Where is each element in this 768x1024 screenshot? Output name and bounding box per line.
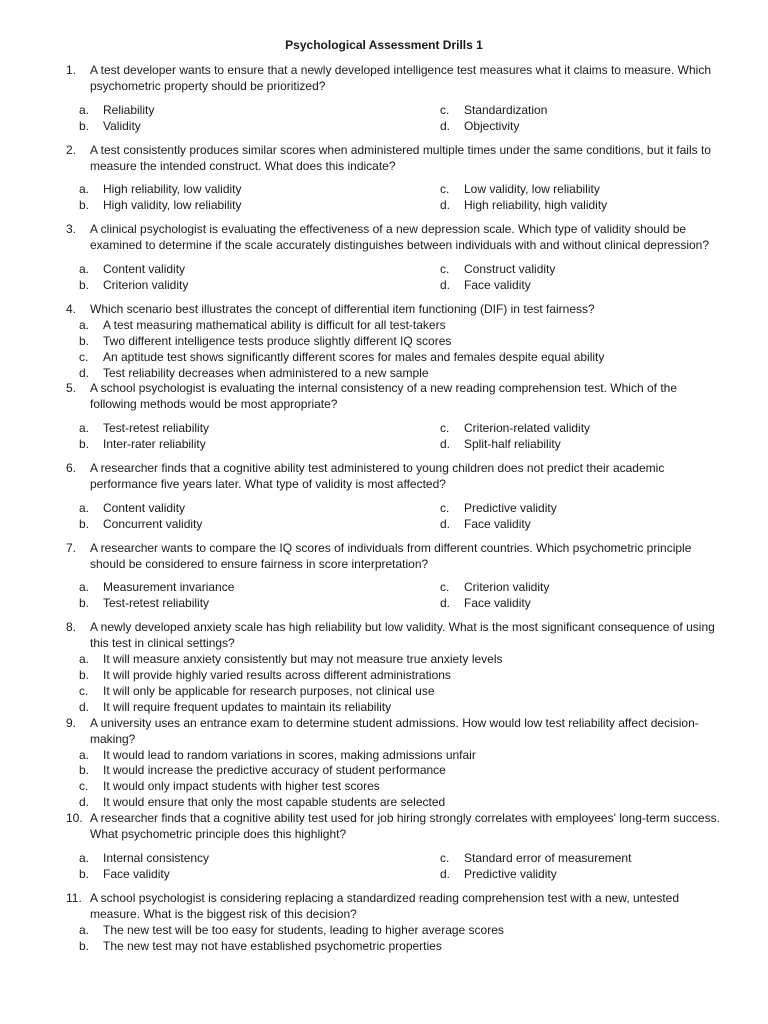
question-item [0, 716, 768, 811]
answer-option [79, 366, 768, 382]
answer-options [79, 923, 768, 955]
option-text: Test reliability decreases when administered to a new sample [103, 365, 429, 380]
question-item [0, 222, 768, 294]
answer-options [79, 318, 768, 382]
option-letter: c. [440, 182, 450, 197]
option-text: Face validity [464, 516, 531, 531]
option-letter: c. [440, 580, 450, 595]
option-letter: d. [440, 277, 451, 292]
option-letter: b. [79, 763, 90, 778]
option-letter: b. [79, 596, 90, 611]
option-letter: a. [79, 922, 90, 937]
answer-option [440, 119, 740, 135]
question-number: 2. [66, 142, 77, 157]
answer-option [440, 596, 740, 612]
option-letter: b. [79, 866, 90, 881]
answer-options [79, 103, 768, 135]
option-letter: b. [79, 938, 90, 953]
question-item [0, 381, 768, 453]
question-text: A researcher finds that a cognitive ability test used for job hiring strongly correlates with employees' long-term success. What psychometric principle does this highlight? [90, 811, 720, 842]
answer-option [79, 334, 768, 350]
answer-option [79, 119, 440, 135]
answer-options [79, 421, 768, 453]
option-text: Measurement invariance [103, 580, 235, 595]
option-letter: c. [440, 500, 450, 515]
option-letter: d. [79, 795, 90, 810]
option-text: Criterion validity [103, 277, 189, 292]
answer-option [79, 278, 440, 294]
answer-option [440, 198, 740, 214]
answer-option [79, 867, 440, 883]
option-letter: b. [79, 668, 90, 682]
option-text: It would only impact students with higher test scores [103, 779, 380, 794]
option-text: Reliability [103, 102, 155, 117]
answer-option [79, 923, 768, 939]
question-text: Which scenario best illustrates the concept of differential item functioning (DIF) in test fairness? [90, 301, 595, 316]
answer-option [79, 668, 768, 684]
question-list [0, 63, 768, 954]
option-text: Predictive validity [464, 866, 557, 881]
option-text: It would lead to random variations in scores, making admissions unfair [103, 747, 476, 762]
question-number: 8. [66, 620, 77, 635]
question-number: 4. [66, 301, 77, 316]
question-text: A researcher wants to compare the IQ scores of individuals from different countries. Which psychometric principle should be considered to ensure fairness in score interpretation? [90, 540, 692, 571]
question-number: 1. [66, 63, 77, 77]
answer-option [79, 779, 768, 795]
option-text: Construct validity [464, 262, 556, 277]
option-text: Validity [103, 118, 141, 133]
option-letter: a. [79, 262, 90, 277]
option-text: It would increase the predictive accuracy of student performance [103, 763, 446, 778]
answer-option [440, 580, 740, 596]
option-text: It would ensure that only the most capable students are selected [103, 795, 446, 810]
question-number: 7. [66, 540, 77, 555]
option-letter: c. [440, 102, 450, 117]
answer-option [440, 867, 740, 883]
option-letter: d. [440, 437, 451, 452]
question-number: 10. [66, 811, 83, 826]
answer-option [79, 795, 768, 811]
answer-options [79, 652, 768, 716]
option-letter: d. [440, 198, 451, 213]
option-text: The new test may not have established psychometric properties [103, 938, 442, 953]
answer-option [79, 182, 440, 198]
option-text: An aptitude test shows significantly different scores for males and females despite equal ability [103, 349, 605, 364]
option-text: Internal consistency [103, 850, 210, 865]
answer-option [440, 262, 740, 278]
question-text: A school psychologist is considering replacing a standardized reading comprehension test with a new, untested measure. What is the biggest risk of this decision? [90, 890, 680, 921]
option-letter: d. [79, 699, 90, 714]
option-text: Criterion validity [464, 580, 550, 595]
answer-option [79, 748, 768, 764]
option-letter: c. [79, 349, 89, 364]
option-letter: d. [440, 118, 451, 133]
option-letter: b. [79, 118, 90, 133]
option-letter: b. [79, 437, 90, 452]
option-text: Predictive validity [464, 500, 557, 515]
option-text: Content validity [103, 500, 186, 515]
option-letter: b. [79, 516, 90, 531]
answer-option [79, 851, 440, 867]
answer-option [79, 700, 768, 716]
option-letter: a. [79, 421, 90, 436]
option-text: Standardization [464, 102, 548, 117]
option-letter: a. [79, 580, 90, 595]
question-item [0, 302, 768, 382]
question-text: A test developer wants to ensure that a newly developed intelligence test measures what it claims to measure. Which psychometric property should be prioritized? [90, 63, 711, 93]
question-number: 3. [66, 222, 77, 237]
option-text: Inter-rater reliability [103, 437, 206, 452]
option-letter: a. [79, 850, 90, 865]
answer-option [79, 318, 768, 334]
option-letter: d. [79, 365, 90, 380]
answer-option [440, 501, 740, 517]
option-text: Criterion-related validity [464, 421, 591, 436]
answer-option [440, 851, 740, 867]
question-item [0, 143, 768, 215]
question-text: A school psychologist is evaluating the internal consistency of a new reading comprehension test. Which of the following methods would be most appropriate? [90, 381, 677, 412]
option-text: It will measure anxiety consistently but may not measure true anxiety levels [103, 652, 503, 667]
answer-option [79, 517, 440, 533]
question-number: 11. [66, 890, 82, 905]
answer-option [79, 421, 440, 437]
option-text: Face validity [464, 277, 531, 292]
question-text: A test consistently produces similar scores when administered multiple times under the same conditions, but it fails to measure the intended construct. What does this indicate? [90, 142, 711, 173]
answer-options [79, 748, 768, 812]
answer-option [440, 182, 740, 198]
question-item [0, 541, 768, 613]
answer-option [79, 262, 440, 278]
answer-option [79, 596, 440, 612]
option-letter: b. [79, 333, 90, 348]
option-letter: d. [440, 516, 451, 531]
option-letter: b. [79, 277, 90, 292]
option-letter: a. [79, 102, 90, 117]
option-letter: b. [79, 198, 90, 213]
question-number: 9. [66, 715, 77, 730]
option-text: High reliability, high validity [464, 198, 608, 213]
question-text: A newly developed anxiety scale has high reliability but low validity. What is the most significant consequence of using this test in clinical settings? [90, 620, 715, 651]
option-text: Low validity, low reliability [464, 182, 600, 197]
option-text: Two different intelligence tests produce slightly different IQ scores [103, 333, 452, 348]
answer-option [79, 684, 768, 700]
answer-options [79, 501, 768, 533]
answer-option [79, 580, 440, 596]
question-text: A clinical psychologist is evaluating the effectiveness of a new depression scale. Which type of validity should be examined to determine if the scale accurately distinguishes between individuals with and without clinical depression? [90, 222, 710, 253]
option-text: Concurrent validity [103, 516, 203, 531]
question-text: A researcher finds that a cognitive ability test administered to young children does not predict their academic performance five years later. What type of validity is most affected? [90, 461, 665, 491]
question-item [0, 891, 768, 955]
option-text: It will only be applicable for research purposes, not clinical use [103, 683, 435, 698]
option-text: Test-retest reliability [103, 421, 210, 436]
answer-option [440, 421, 740, 437]
answer-option [440, 517, 740, 533]
option-text: Content validity [103, 262, 186, 277]
question-number: 5. [66, 381, 77, 396]
option-text: Face validity [103, 866, 170, 881]
option-text: Split-half reliability [464, 437, 561, 452]
option-letter: c. [79, 779, 89, 794]
question-item [0, 63, 768, 135]
option-text: Objectivity [464, 118, 520, 133]
question-item [0, 620, 768, 715]
option-letter: a. [79, 652, 90, 667]
document-title: Psychological Assessment Drills 1 [285, 38, 483, 52]
answer-option [79, 501, 440, 517]
answer-option [79, 103, 440, 119]
option-text: Face validity [464, 596, 531, 611]
option-letter: c. [440, 850, 450, 865]
option-letter: c. [440, 262, 450, 277]
answer-option [440, 437, 740, 453]
option-letter: a. [79, 500, 90, 515]
answer-option [440, 103, 740, 119]
option-text: Standard error of measurement [464, 850, 632, 865]
option-letter: d. [440, 596, 451, 611]
option-letter: a. [79, 317, 90, 332]
option-letter: a. [79, 747, 90, 762]
answer-option [79, 939, 768, 955]
question-text: A university uses an entrance exam to determine student admissions. How would low test reliability affect decision-making? [90, 715, 699, 746]
option-text: It will require frequent updates to maintain its reliability [103, 699, 392, 714]
answer-option [440, 278, 740, 294]
question-number: 6. [66, 461, 77, 476]
answer-option [79, 763, 768, 779]
answer-options [79, 182, 768, 214]
option-text: The new test will be too easy for students, leading to higher average scores [103, 922, 504, 937]
option-text: Test-retest reliability [103, 596, 210, 611]
answer-options [79, 580, 768, 612]
option-letter: c. [79, 683, 89, 698]
answer-option [79, 437, 440, 453]
option-text: High validity, low reliability [103, 198, 242, 213]
question-item [0, 811, 768, 883]
option-text: A test measuring mathematical ability is difficult for all test-takers [103, 317, 446, 332]
answer-options [79, 851, 768, 883]
answer-options [79, 262, 768, 294]
answer-option [79, 652, 768, 668]
option-text: It will provide highly varied results across different administrations [103, 668, 451, 682]
option-letter: c. [440, 421, 450, 436]
option-letter: a. [79, 182, 90, 197]
answer-option [79, 198, 440, 214]
answer-option [79, 350, 768, 366]
option-letter: d. [440, 866, 451, 881]
question-item [0, 461, 768, 533]
option-text: High reliability, low validity [103, 182, 242, 197]
